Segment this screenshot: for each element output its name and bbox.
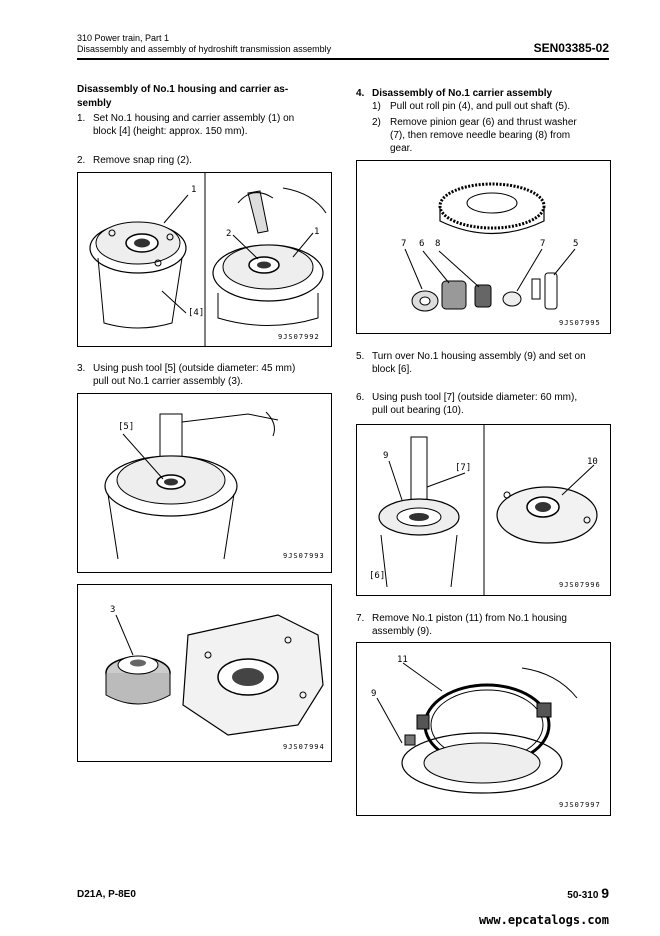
section-title-line2: sembly bbox=[77, 98, 112, 109]
callout-7-right: 7 bbox=[540, 239, 546, 249]
step-1 bbox=[77, 112, 294, 125]
step-number: 1. bbox=[77, 113, 86, 124]
step-4 bbox=[356, 87, 552, 100]
figure-id: 9JS07992 bbox=[278, 333, 320, 341]
step-text: Using push tool [5] (outside diameter: 45 mm) bbox=[93, 363, 296, 374]
callout-8: 8 bbox=[435, 239, 441, 249]
step-4-2-cont2: gear. bbox=[390, 143, 413, 154]
figure-id: 9JS07995 bbox=[559, 319, 601, 327]
step-4-1 bbox=[372, 100, 570, 113]
figure-9js07992 bbox=[77, 172, 332, 347]
substep-text: Pull out roll pin (4), and pull out shaft (5). bbox=[390, 101, 571, 112]
step-text: Remove snap ring (2). bbox=[93, 155, 192, 166]
callout-4: [4] bbox=[188, 308, 205, 318]
step-number: 5. bbox=[356, 351, 365, 362]
figure-illustration bbox=[357, 643, 610, 815]
section-title-line1: Disassembly of No.1 housing and carrier as- bbox=[77, 84, 289, 95]
substep-number: 2) bbox=[372, 117, 381, 128]
header-rule bbox=[77, 58, 609, 60]
figure-illustration bbox=[78, 585, 331, 761]
document-code: SEN03385-02 bbox=[533, 41, 609, 55]
footer-page bbox=[567, 885, 609, 901]
figure-illustration bbox=[78, 394, 331, 572]
step-number: 4. bbox=[356, 88, 365, 99]
figure-id: 9JS07996 bbox=[559, 581, 601, 589]
figure-9js07993 bbox=[77, 393, 332, 573]
callout-5: [5] bbox=[118, 422, 135, 432]
substep-text: Remove pinion gear (6) and thrust washer bbox=[390, 117, 577, 128]
step-3-cont: pull out No.1 carrier assembly (3). bbox=[93, 376, 244, 387]
callout-6: 6 bbox=[419, 239, 425, 249]
figure-id: 9JS07997 bbox=[559, 801, 601, 809]
figure-9js07994 bbox=[77, 584, 332, 762]
step-1-cont: block [4] (height: approx. 150 mm). bbox=[93, 126, 248, 137]
step-title: Disassembly of No.1 carrier assembly bbox=[372, 88, 553, 99]
step-text: Set No.1 housing and carrier assembly (1) on bbox=[93, 113, 295, 124]
step-text: Remove No.1 piston (11) from No.1 housing bbox=[372, 613, 567, 624]
figure-illustration bbox=[357, 425, 610, 595]
header-subtitle: Disassembly and assembly of hydroshift transmission assembly bbox=[77, 44, 332, 54]
callout-10: 10 bbox=[587, 457, 598, 467]
substep-number: 1) bbox=[372, 101, 381, 112]
step-number: 2. bbox=[77, 155, 86, 166]
figure-illustration bbox=[78, 173, 331, 346]
callout-7: 7 bbox=[401, 239, 407, 249]
step-number: 6. bbox=[356, 392, 365, 403]
footer-model: D21A, P-8E0 bbox=[77, 889, 136, 900]
callout-5: 5 bbox=[573, 239, 579, 249]
callout-1-right: 1 bbox=[314, 227, 320, 237]
step-5 bbox=[356, 350, 586, 363]
callout-2: 2 bbox=[226, 229, 232, 239]
step-4-2-cont1: (7), then remove needle bearing (8) from bbox=[390, 130, 571, 141]
step-text: Turn over No.1 housing assembly (9) and set on bbox=[372, 351, 586, 362]
callout-11: 11 bbox=[397, 655, 408, 665]
callout-9: 9 bbox=[371, 689, 377, 699]
callout-7: [7] bbox=[455, 463, 472, 473]
callout-1: 1 bbox=[191, 185, 197, 195]
step-3 bbox=[77, 362, 295, 375]
step-2 bbox=[77, 154, 192, 167]
step-6 bbox=[356, 391, 577, 404]
figure-9js07997 bbox=[356, 642, 611, 816]
figure-9js07995 bbox=[356, 160, 611, 334]
header-chapter: 310 Power train, Part 1 bbox=[77, 33, 170, 43]
step-7 bbox=[356, 612, 567, 625]
step-5-cont: block [6]. bbox=[372, 364, 413, 375]
step-7-cont: assembly (9). bbox=[372, 626, 433, 637]
step-text: Using push tool [7] (outside diameter: 60 mm), bbox=[372, 392, 578, 403]
callout-6: [6] bbox=[369, 571, 386, 581]
figure-9js07996 bbox=[356, 424, 611, 596]
callout-3: 3 bbox=[110, 605, 116, 615]
page-prefix: 50-310 bbox=[567, 890, 599, 901]
step-4-2 bbox=[372, 116, 577, 129]
step-6-cont: pull out bearing (10). bbox=[372, 405, 464, 416]
step-number: 7. bbox=[356, 613, 365, 624]
step-number: 3. bbox=[77, 363, 86, 374]
website-link[interactable]: www.epcatalogs.com bbox=[478, 913, 609, 927]
figure-id: 9JS07994 bbox=[283, 743, 325, 751]
figure-id: 9JS07993 bbox=[283, 552, 325, 560]
callout-9: 9 bbox=[383, 451, 389, 461]
page-number: 9 bbox=[601, 885, 609, 901]
